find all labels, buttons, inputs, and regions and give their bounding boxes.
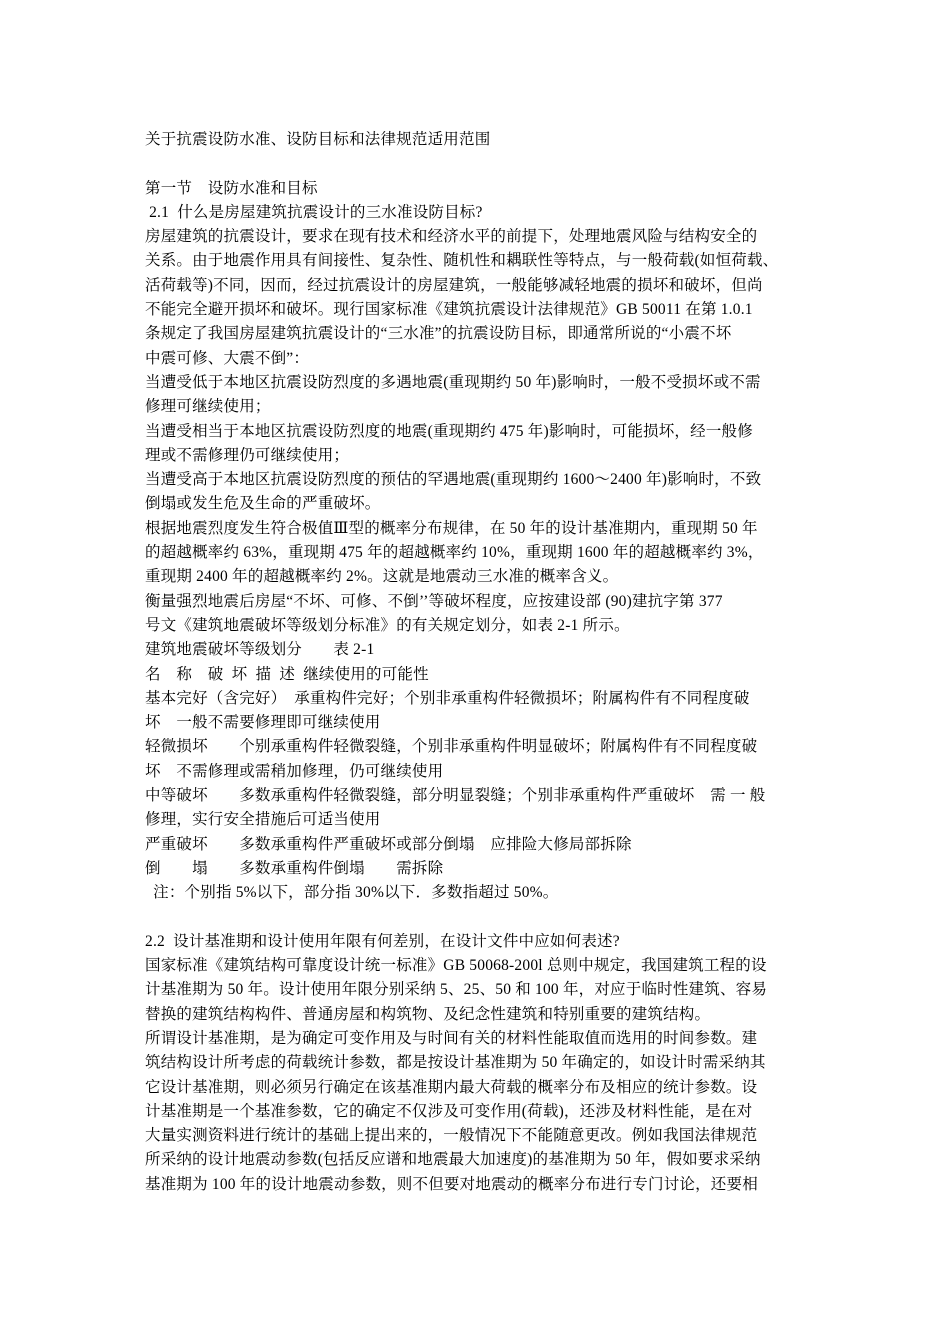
text-line: 重现期 2400 年的超越概率约 2%。这就是地震动三水准的概率含义。 <box>145 568 619 586</box>
text-line: 所谓设计基准期，是为确定可变作用及与时间有关的材料性能取值而选用的时间参数。建 <box>145 1029 758 1047</box>
text-line: 条规定了我国房屋建筑抗震设计的“三水准”的抗震设防目标，即通常所说的“小震不坏 <box>145 325 732 343</box>
text-line: 号文《建筑地震破坏等级划分标准》的有关规定划分，如表 2-1 所示。 <box>145 616 630 634</box>
text-line: 大量实测资料进行统计的基础上提出来的，一般情况下不能随意更改。例如我国法律规范 <box>145 1127 758 1145</box>
text-line: 它设计基准期，则必须另行确定在该基准期内最大荷载的概率分布及相应的统计参数。设 <box>145 1078 758 1096</box>
text-line: 当遭受相当于本地区抗震设防烈度的地震(重现期约 475 年)影响时，可能损坏，经一般修 <box>145 422 753 440</box>
text-line: 理或不需修理仍可继续使用； <box>145 446 350 464</box>
text-line: 倒 塌 多数承重构件倒塌 需拆除 <box>145 859 444 877</box>
text-line: 注：个别指 5%以下，部分指 30%以下．多数指超过 50%。 <box>145 884 559 902</box>
text-line: 2.2 设计基准期和设计使用年限有何差别，在设计文件中应如何表述? <box>145 932 620 950</box>
text-line: 计基准期是一个基准参数，它的确定不仅涉及可变作用(荷载)，还涉及材料性能，是在对 <box>145 1102 753 1120</box>
text-line: 轻微损坏 个别承重构件轻微裂缝，个别非承重构件明显破坏；附属构件有不同程度破 <box>145 738 758 756</box>
text-line: 计基准期为 50 年。设计使用年限分别采纳 5、25、50 和 100 年，对应于临时性建筑、容易 <box>145 981 768 999</box>
text-line: 不能完全避开损坏和破坏。现行国家标准《建筑抗震设计法律规范》GB 50011 在第 1.0.1 <box>145 301 753 319</box>
text-line: 倒塌或发生危及生命的严重破坏。 <box>145 495 381 513</box>
text-line: 根据地震烈度发生符合极值Ⅲ型的概率分布规律，在 50 年的设计基准期内，重现期 50 年 <box>145 519 758 537</box>
text-line: 国家标准《建筑结构可靠度设计统一标准》GB 50068-200l 总则中规定，我国建筑工程的设 <box>145 957 767 975</box>
text-line: 中震可修、大震不倒”： <box>145 349 310 367</box>
text-line: 衡量强烈地震后房屋“不坏、可修、不倒’’等破坏程度，应按建设部 (90)建抗字第 377 <box>145 592 723 610</box>
text-line: 关系。由于地震作用具有间接性、复杂性、随机性和耦联性等特点，与一般荷载(如恒荷载、 <box>145 252 779 270</box>
blank-line <box>145 906 817 930</box>
text-line: 坏 一般不需要修理即可继续使用 <box>145 714 381 732</box>
text-line: 基准期为 100 年的设计地震动参数，则不但要对地震动的概率分布进行专门讨论，还要相 <box>145 1175 758 1193</box>
text-line: 中等破坏 多数承重构件轻微裂缝，部分明显裂缝；个别非承重构件严重破坏 需 一 般 <box>145 787 766 805</box>
text-line: 当遭受高于本地区抗震设防烈度的预估的罕遇地震(重现期约 1600～2400 年)影响时，不致 <box>145 471 762 489</box>
text-line: 修理可继续使用； <box>145 398 271 416</box>
text-line: 建筑地震破坏等级划分 表 2-1 <box>145 641 375 659</box>
text-line: 2.1 什么是房屋建筑抗震设计的三水准设防目标? <box>145 203 483 221</box>
text-line: 严重破坏 多数承重构件严重破坏或部分倒塌 应排险大修局部拆除 <box>145 835 632 853</box>
text-line: 关于抗震设防水准、设防目标和法律规范适用范围 <box>145 131 491 148</box>
text-line: 坏 不需修理或需稍加修理，仍可继续使用 <box>145 762 444 780</box>
text-line: 基本完好（含完好） 承重构件完好；个别非承重构件轻微损坏；附属构件有不同程度破 <box>145 689 750 707</box>
text-line: 所采纳的设计地震动参数(包括反应谱和地震最大加速度)的基准期为 50 年，假如要求采纳 <box>145 1151 761 1169</box>
text-line: 筑结构设计所考虑的荷载统计参数，都是按设计基准期为 50 年确定的，如设计时需采纳其 <box>145 1054 766 1072</box>
blank-line <box>145 152 817 176</box>
text-line: 当遭受低于本地区抗震设防烈度的多遇地震(重现期约 50 年)影响时，一般不受损坏或不需 <box>145 373 761 391</box>
text-line: 活荷载等)不同，因而，经过抗震设计的房屋建筑，一般能够减轻地震的损坏和破坏，但尚 <box>145 276 763 294</box>
text-line: 替换的建筑结构构件、普通房屋和构筑物、及纪念性建筑和特别重要的建筑结构。 <box>145 1005 711 1023</box>
document-body <box>145 128 817 1197</box>
text-line: 修理，实行安全措施后可适当使用 <box>145 811 381 829</box>
text-line: 名 称 破 坏 描 述 继续使用的可能性 <box>145 665 429 683</box>
text-line: 第一节 设防水准和目标 <box>145 179 318 197</box>
text-line: 房屋建筑的抗震设计，要求在现有技术和经济水平的前提下，处理地震风险与结构安全的 <box>145 228 758 246</box>
text-line: 的超越概率约 63%，重现期 475 年的超越概率约 10%，重现期 1600 年的超越概率约 3%， <box>145 544 764 562</box>
